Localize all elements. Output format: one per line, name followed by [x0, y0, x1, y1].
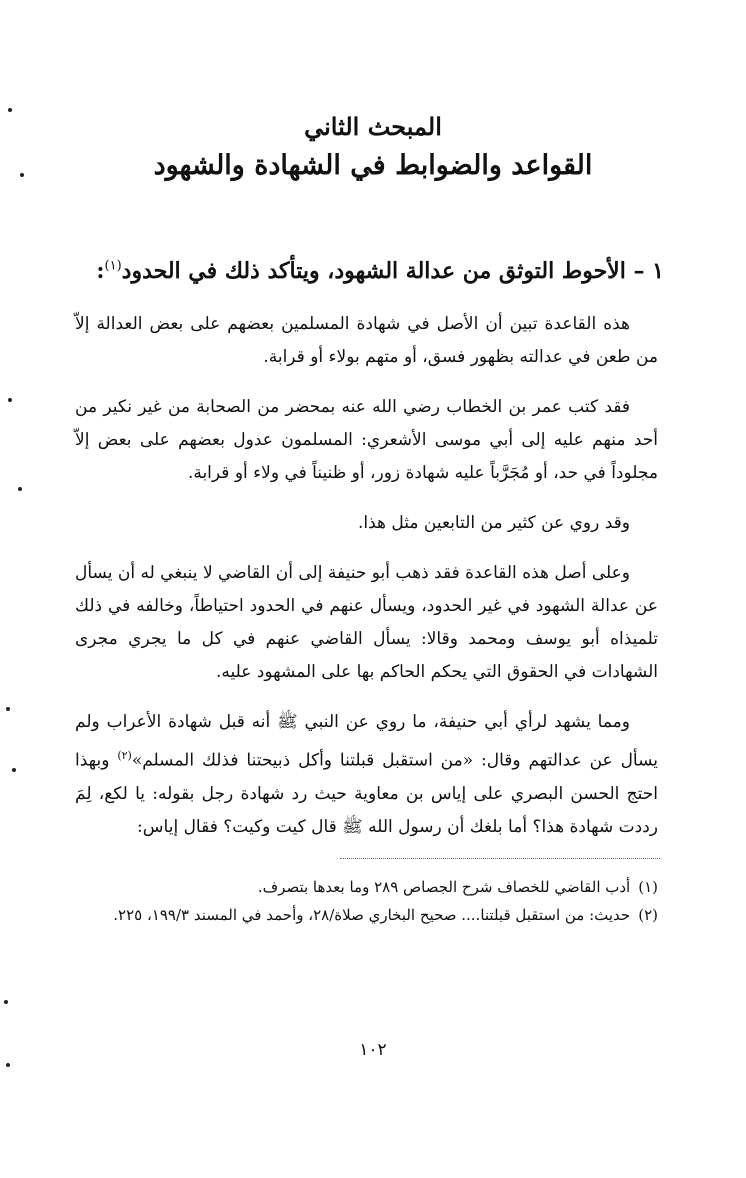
paragraph: فقد كتب عمر بن الخطاب رضي الله عنه بمحضر من الصحابة من غير نكير من أحد منهم عليه إلى أبي موسى الأشعري: المسلمون عدول بعضهم على بعض إلاّ مجلوداً في حد، أو مُجَرَّباً عليه شهادة زور، أو ظنيناً في ولاء أو قرابة.: [75, 397, 658, 483]
page-number: ١٠٢: [359, 1040, 387, 1060]
paragraph: هذه القاعدة تبين أن الأصل في شهادة المسلمين بعضهم على بعض العدالة إلاّ من طعن في عدالته بظهور فسق، أو متهم بولاء أو قرابة.: [75, 314, 658, 367]
paragraph-text: وبهذا احتج الحسن البصري على إياس بن معاوية حيث رد شهادة رجل بقوله: يا لكع، لِمَ رددت شهادة هذا؟ أما بلغك أن رسول الله ﷺ قال كيت وكيت؟ فقال إياس:: [75, 750, 658, 837]
chapter-title: المبحث الثاني: [304, 112, 442, 141]
footnote-ref-1[interactable]: (١): [104, 258, 122, 274]
footnote-ref-2[interactable]: (٢): [117, 749, 132, 762]
footnote: [75, 873, 658, 901]
scan-speck: [12, 768, 16, 772]
paragraph: وقد روي عن كثير من التابعين مثل هذا.: [357, 513, 630, 533]
footnotes: [75, 873, 658, 929]
footnote-number: (١): [638, 878, 658, 896]
section-heading-colon: :: [96, 258, 105, 284]
section-heading: [64, 258, 664, 284]
footnote-text: أدب القاضي للخصاف شرح الجصاص ٢٨٩ وما بعدها بتصرف.: [257, 878, 631, 896]
footnote: [75, 901, 658, 929]
scan-speck: [18, 487, 22, 491]
paragraph: [75, 706, 658, 844]
footnote-text: حديث: من استقبل قبلتنا.... صحيح البخاري صلاة/٢٨، وأحمد في المسند ١٩٩/٣، ٢٢٥.: [113, 906, 631, 924]
scan-speck: [8, 398, 12, 402]
paragraph: وعلى أصل هذه القاعدة فقد ذهب أبو حنيفة إلى أن القاضي لا ينبغي له أن يسأل عن عدالة الشهود في غير الحدود، ويسأل عنهم في الحدود احتياطاً، وخالفه في ذلك تلميذاه أبو يوسف ومحمد وقالا: يسأل القاضي عنهم في كل ما يجري مجرى الشهادات في الحقوق التي يحكم الحاكم بها على المشهود عليه.: [75, 563, 658, 682]
scan-speck: [6, 1063, 10, 1067]
paragraph-text: ومما يشهد لرأي أبي حنيفة، ما روي عن النبي ﷺ أنه قبل شهادة الأعراب ولم يسأل عن عدالتهم وقال: «من استقبل قبلتنا وأكل ذبيحتنا فذلك المسلم»: [75, 712, 658, 771]
scan-speck: [8, 108, 12, 112]
scan-speck: [6, 707, 10, 711]
scan-speck: [20, 173, 24, 177]
footnote-separator: [340, 858, 660, 859]
footnote-number: (٢): [638, 906, 658, 924]
scan-speck: [4, 1000, 8, 1004]
section-heading-text: ١ – الأحوط التوثق من عدالة الشهود، ويتأكد ذلك في الحدود: [121, 258, 664, 284]
body-text: [75, 308, 658, 861]
chapter-subtitle: القواعد والضوابط في الشهادة والشهود: [153, 150, 593, 181]
